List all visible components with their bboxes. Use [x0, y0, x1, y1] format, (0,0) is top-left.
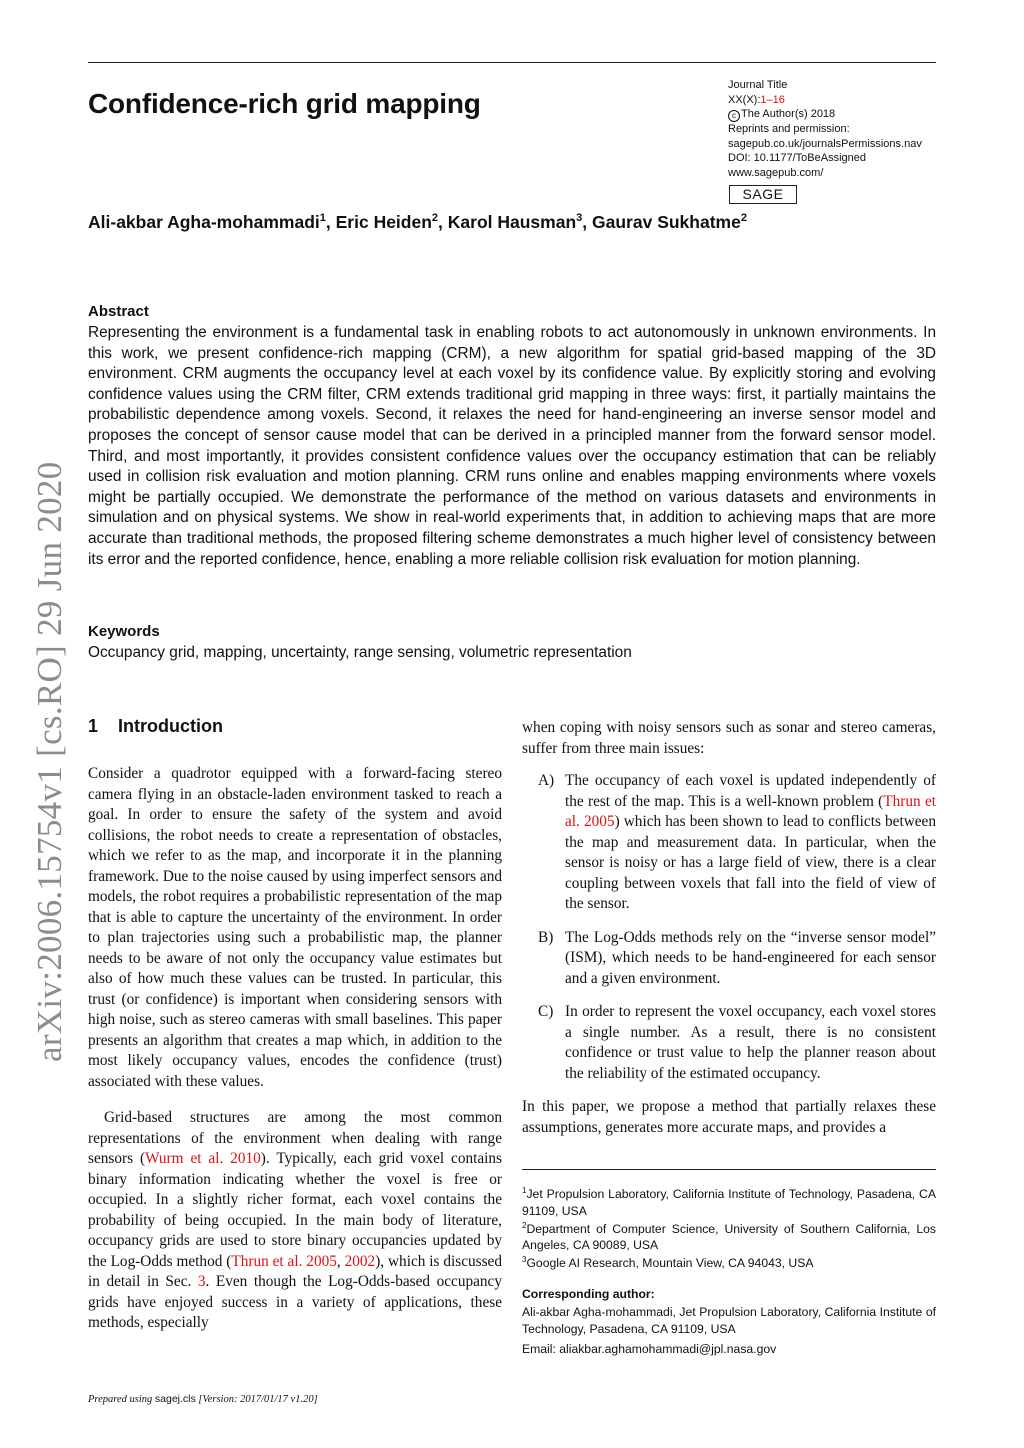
citation-link[interactable]: Thrun et al. 2005: [565, 792, 936, 830]
affiliation-footnote: $^2$Department of Computer Science, University of Southern California, Los Angeles, CA 90089, USA: [522, 1220, 936, 1253]
author-affiliation-mark: 1: [319, 212, 326, 224]
abstract-body: Representing the environment is a fundamental task in enabling robots to act autonomously in unknown environments. In this work, we present confidence-rich mapping (CRM), a new algorithm for spatial grid-based mapping of the 3D environment. CRM augments the occupancy level at each voxel by its confidence value. By explicitly storing and evolving confidence values using the CRM filter, CRM extends traditional grid mapping in three ways: first, it partially maintains the probabilistic dependence among voxels. Second, it relaxes the need for hand-engineering an inverse sensor model and proposes the concept of sensor cause model that can be derived in a principled manner from the forward sensor model. Third, and most importantly, it provides consistent confidence values over the occupancy estimation that can be reliably used in collision risk evaluation and motion planning. CRM runs online and enables mapping environments where voxels might be partially occupied. We demonstrate the performance of the method on various datasets and environments in simulation and on physical systems. We show in real-world experiments that, in addition to achieving maps that are more accurate than traditional methods, the proposed filtering scheme demonstrates a much higher level of consistency between its error and the reported confidence, hence, enabling a more reliable collision risk evaluation for motion planning.: [88, 324, 936, 568]
keywords-heading: Keywords: [88, 623, 160, 640]
reprints-url: sagepub.co.uk/journalsPermissions.nav: [728, 137, 922, 150]
list-item: A) The occupancy of each voxel is updated independently of the rest of the map. This is a well-known problem (Thrun et al. 2005) which has been shown to lead to conflicts between the map and measurement data. In particular, when the sensor is noisy or has a large field of view, there is a clear coupling between voxels that fall into the field of view of the sensor.: [538, 772, 936, 912]
arxiv-stamp: arXiv:2006.15754v1 [cs.RO] 29 Jun 2020: [30, 461, 69, 1062]
section-reference-link[interactable]: 3: [197, 1273, 206, 1290]
abstract-heading: Abstract: [88, 303, 149, 320]
intro-continued: when coping with noisy sensors such as sonar and stereo cameras, suffer from three main issues:: [522, 719, 936, 757]
intro-paragraph-3: In this paper, we propose a method that partially relaxes these assumptions, generates more accurate maps, and provides a: [522, 1098, 936, 1136]
citation-link[interactable]: Wurm et al. 2010: [145, 1150, 261, 1167]
intro-paragraph-1: Consider a quadrotor equipped with a forward-facing stereo camera flying in an obstacle-laden environment tasked to reach a goal. In order to ensure the safety of the system and avoid collisions, the robot needs to create a representation of obstacles, which we refer to as the map, and incorporate it in the planning framework. Due to the noise caused by using imperfect sensors and models, the robot requires a probabilistic representation of the map that is able to capture the uncertainty of the environment. In order to plan trajectories using such a probabilistic map, the planner needs to be aware of not only the occupancy value estimates but also of how much these values can be trusted. In particular, this trust (or confidence) is important when considering sensors with high noise, such as stereo cameras with small baselines. This paper presents an algorithm that creates a map which, in addition to the most likely occupancy values, encodes the confidence (trust) associated with these values.: [88, 765, 502, 1090]
section-title: Introduction: [118, 716, 223, 736]
author-name: Karol Hausman: [447, 212, 577, 232]
section-number: 1: [88, 716, 99, 736]
citation-link[interactable]: 2002: [344, 1252, 376, 1270]
copyright-icon: c: [728, 110, 740, 122]
journal-pages-link[interactable]: 1–16: [760, 93, 785, 106]
corresponding-author-label: Corresponding author:: [522, 1286, 655, 1301]
reprints-label: Reprints and permission:: [728, 123, 850, 136]
affiliation-number: 2: [522, 1220, 527, 1230]
author: [592, 212, 747, 232]
list-marker: C): [538, 1003, 554, 1020]
list-item: B) The Log-Odds methods rely on the “inverse sensor model” (ISM), which needs to be hand-engineered for each sensor and a given environment.: [538, 928, 936, 987]
author-list: [88, 212, 747, 233]
page-footer: Prepared using sagej.cls [Version: 2017/01/17 v1.20]: [88, 1393, 318, 1405]
sage-logo: SAGE: [729, 185, 797, 204]
list-marker: A): [538, 772, 555, 789]
author: Ali-akbar Agha-mohammadi$^1$,: [88, 212, 336, 232]
author-name: Eric Heiden: [335, 212, 432, 232]
affiliation-number: 3: [522, 1255, 527, 1265]
publisher-website: www.sagepub.com/: [728, 166, 824, 179]
journal-volume-pages: [728, 93, 922, 108]
list-item: C) In order to represent the voxel occupancy, each voxel stores a single number. As a result, there is no consistent confidence or trust value to help the planner reason about the reliability of the estimated occupancy.: [538, 1003, 936, 1082]
author-affiliation-mark: 2: [431, 212, 439, 224]
section-heading-introduction: [88, 716, 223, 737]
author-name: Gaurav Sukhatme: [592, 212, 741, 232]
top-rule: [88, 62, 936, 63]
keywords-body: Occupancy grid, mapping, uncertainty, range sensing, volumetric representation: [88, 644, 632, 661]
journal-info: [728, 78, 922, 181]
author: Eric Heiden$^2$,: [335, 212, 448, 232]
author-affiliation-mark: 3: [576, 212, 583, 224]
corresponding-email[interactable]: Email: aliakbar.aghamohammadi@jpl.nasa.gov: [522, 1342, 777, 1357]
footnotes: [522, 1186, 936, 1359]
author: Karol Hausman$^3$,: [447, 212, 593, 232]
intro-paragraph-2: Grid-based structures are among the most common representations of the environment when dealing with range sensors (Wurm et al. 2010). Typically, each grid voxel contains binary information indicating whether the voxel is free or occupied. In a slightly richer format, each voxel contains the probability of being occupied. In the main body of literature, occupancy grids are used to store binary occupancies updated by the Log-Odds method (Thrun et al. 2005, 2002), which is discussed in detail in Sec. 3. Even though the Log-Odds-based occupancy grids have enjoyed success in a variety of applications, these methods, especially: [88, 1109, 503, 1331]
journal-name: Journal Title: [728, 79, 788, 91]
affiliation-number: 1: [522, 1186, 527, 1195]
author-name: Ali-akbar Agha-mohammadi: [88, 212, 320, 232]
citation-link[interactable]: Thrun et al. 2005: [231, 1252, 337, 1270]
class-file-name: sagej.cls: [154, 1393, 196, 1405]
affiliation-footnote: $^3$Google AI Research, Mountain View, CA 94043, USA: [522, 1255, 814, 1271]
copyright-line: [728, 107, 922, 122]
doi: DOI: 10.1177/ToBeAssigned: [728, 152, 866, 165]
list-marker: B): [538, 928, 554, 946]
paper-title: Confidence-rich grid mapping: [88, 88, 481, 119]
right-column: [522, 718, 936, 1138]
issue-list: [522, 771, 936, 1084]
author-affiliation-mark: 2: [740, 212, 747, 224]
copyright-text: The Author(s) 2018: [741, 108, 836, 121]
left-column: [88, 764, 502, 1334]
footnote-rule: [522, 1169, 936, 1170]
corresponding-author-text: Ali-akbar Agha-mohammadi, Jet Propulsion Laboratory, California Institute of Technology, Pasadena, CA 91109, USA: [522, 1304, 936, 1336]
journal-volume: XX(X):: [728, 93, 761, 106]
affiliation-footnote: $^1$Jet Propulsion Laboratory, California Institute of Technology, Pasadena, CA 91109, USA: [522, 1186, 936, 1218]
